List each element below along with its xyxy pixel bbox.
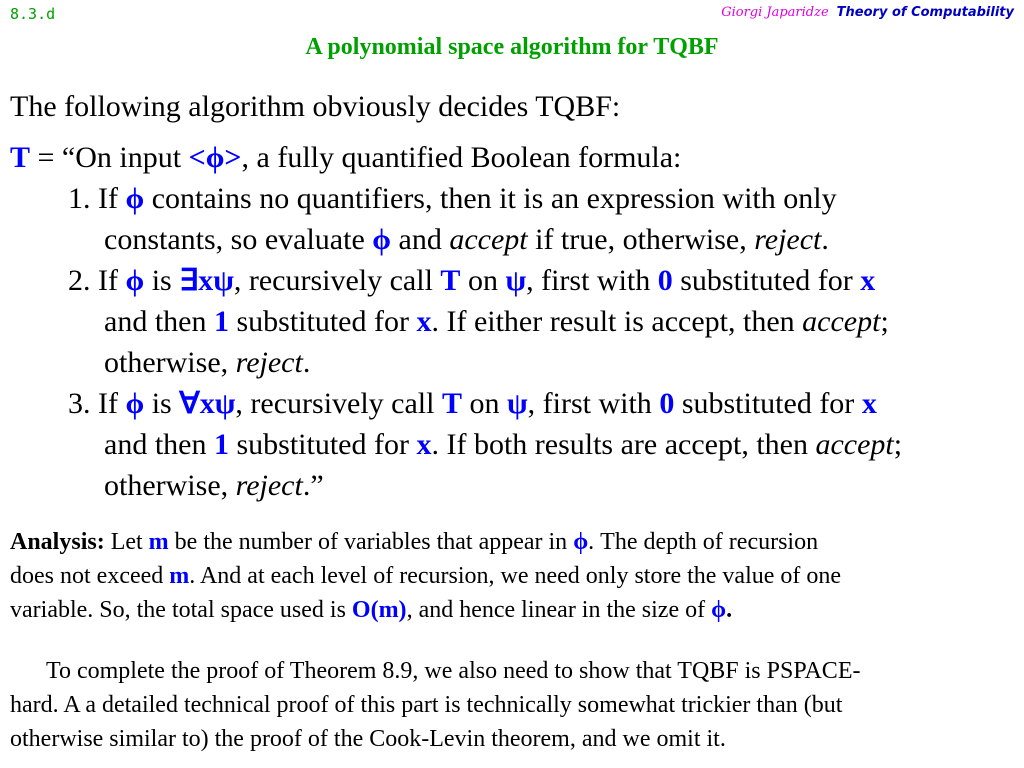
- phi-symbol: ϕ: [125, 264, 145, 297]
- step-3: [10, 383, 1020, 424]
- step-text: . If both results are accept, then: [431, 428, 816, 461]
- step-text: on: [460, 264, 506, 297]
- closing-line: To complete the proof of Theorem 8.9, we also need to show that TQBF is PSPACE-: [46, 658, 861, 684]
- analysis-text: .: [726, 597, 733, 623]
- step-text: if true, otherwise,: [527, 223, 755, 256]
- x-variable: x: [860, 264, 876, 297]
- step-text: ;: [893, 428, 903, 461]
- step-text: contains no quantifiers, then it is an expression with only: [144, 182, 837, 215]
- analysis-text: be the number of variables that appear in: [168, 529, 574, 555]
- step-text: is: [144, 264, 180, 297]
- step-2: [10, 260, 1020, 301]
- phi-symbol: ϕ: [711, 597, 727, 623]
- step-text: .: [302, 346, 311, 379]
- step-text: and then: [104, 428, 214, 461]
- one-value: 1: [213, 305, 229, 338]
- step-text: otherwise,: [104, 469, 236, 502]
- forall-quantifier: ∀xψ: [179, 387, 236, 420]
- step-text: , recursively call: [233, 264, 441, 297]
- step-3-continued: [10, 424, 1020, 465]
- machine-name: T: [441, 387, 462, 420]
- analysis-paragraph: [10, 525, 1015, 627]
- psi-symbol: ψ: [507, 387, 528, 420]
- step-text: .”: [302, 469, 324, 502]
- machine-name: T: [440, 264, 461, 297]
- space-bound: O(m): [351, 597, 407, 623]
- closing-paragraph: [10, 654, 1015, 756]
- x-variable: x: [416, 305, 432, 338]
- analysis-text: . The depth of recursion: [588, 529, 819, 555]
- step-2-continued: [10, 301, 1020, 342]
- analysis-text: variable. So, the total space used is: [10, 597, 352, 623]
- definition-text: = “On input: [30, 141, 189, 174]
- step-text: is: [144, 387, 180, 420]
- psi-symbol: ψ: [505, 264, 527, 297]
- phi-symbol: ϕ: [372, 223, 391, 256]
- slide-header-credits: [721, 4, 1014, 20]
- step-text: ;: [880, 305, 889, 338]
- accept-word: accept: [802, 305, 881, 338]
- analysis-text: . And at each level of recursion, we need only store the value of one: [189, 563, 842, 589]
- phi-symbol: ϕ: [125, 387, 145, 420]
- step-text: substituted for: [228, 305, 417, 338]
- accept-word: accept: [815, 428, 894, 461]
- one-value: 1: [213, 428, 229, 461]
- closing-line: otherwise similar to) the proof of the Cook-Levin theorem, and we omit it.: [10, 726, 726, 752]
- step-3-continued: [10, 465, 1020, 506]
- machine-name: T: [10, 141, 31, 174]
- step-text: , first with: [526, 264, 658, 297]
- definition-text: , a fully quantified Boolean formula:: [241, 141, 682, 174]
- step-text: substituted for: [228, 428, 417, 461]
- m-variable: m: [169, 563, 190, 589]
- x-variable: x: [416, 428, 432, 461]
- step-text: , recursively call: [235, 387, 442, 420]
- step-text: and: [391, 223, 450, 256]
- algorithm-block: [10, 137, 1020, 506]
- step-2-continued: [10, 342, 1020, 383]
- author-name: Giorgi Japaridze: [721, 5, 829, 20]
- exists-quantifier: ∃xψ: [179, 264, 234, 297]
- slide-number: 8.3.d: [10, 5, 56, 23]
- zero-value: 0: [657, 264, 673, 297]
- analysis-text: does not exceed: [10, 563, 170, 589]
- step-text: 3. If: [68, 387, 126, 420]
- zero-value: 0: [659, 387, 675, 420]
- step-text: 2. If: [68, 264, 126, 297]
- reject-word: reject: [235, 469, 303, 502]
- step-text: 1. If: [68, 182, 126, 215]
- step-text: on: [462, 387, 507, 420]
- analysis-text: Let: [104, 529, 149, 555]
- analysis-text: , and hence linear in the size of: [406, 597, 712, 623]
- step-text: .: [821, 223, 829, 256]
- closing-line: hard. A a detailed technical proof of this part is technically somewhat trickier than (but: [10, 692, 843, 718]
- step-text: , first with: [527, 387, 660, 420]
- phi-symbol: ϕ: [125, 182, 145, 215]
- intro-text: The following algorithm obviously decides TQBF:: [10, 90, 621, 123]
- slide-title: A polynomial space algorithm for TQBF: [305, 34, 719, 60]
- step-1: [10, 178, 1020, 219]
- step-text: otherwise,: [104, 346, 236, 379]
- accept-word: accept: [449, 223, 528, 256]
- reject-word: reject: [754, 223, 822, 256]
- input-symbol: <ϕ>: [188, 141, 242, 174]
- step-1-continued: [10, 219, 1020, 260]
- step-text: substituted for: [672, 264, 861, 297]
- step-text: substituted for: [674, 387, 862, 420]
- algorithm-definition: [10, 137, 1020, 178]
- phi-symbol: ϕ: [573, 529, 589, 555]
- m-variable: m: [148, 529, 169, 555]
- step-text: . If either result is accept, then: [431, 305, 803, 338]
- step-text: and then: [104, 305, 214, 338]
- course-name: Theory of Computability: [836, 5, 1014, 20]
- x-variable: x: [861, 387, 877, 420]
- reject-word: reject: [235, 346, 303, 379]
- step-text: constants, so evaluate: [104, 223, 373, 256]
- analysis-label: Analysis:: [10, 529, 105, 555]
